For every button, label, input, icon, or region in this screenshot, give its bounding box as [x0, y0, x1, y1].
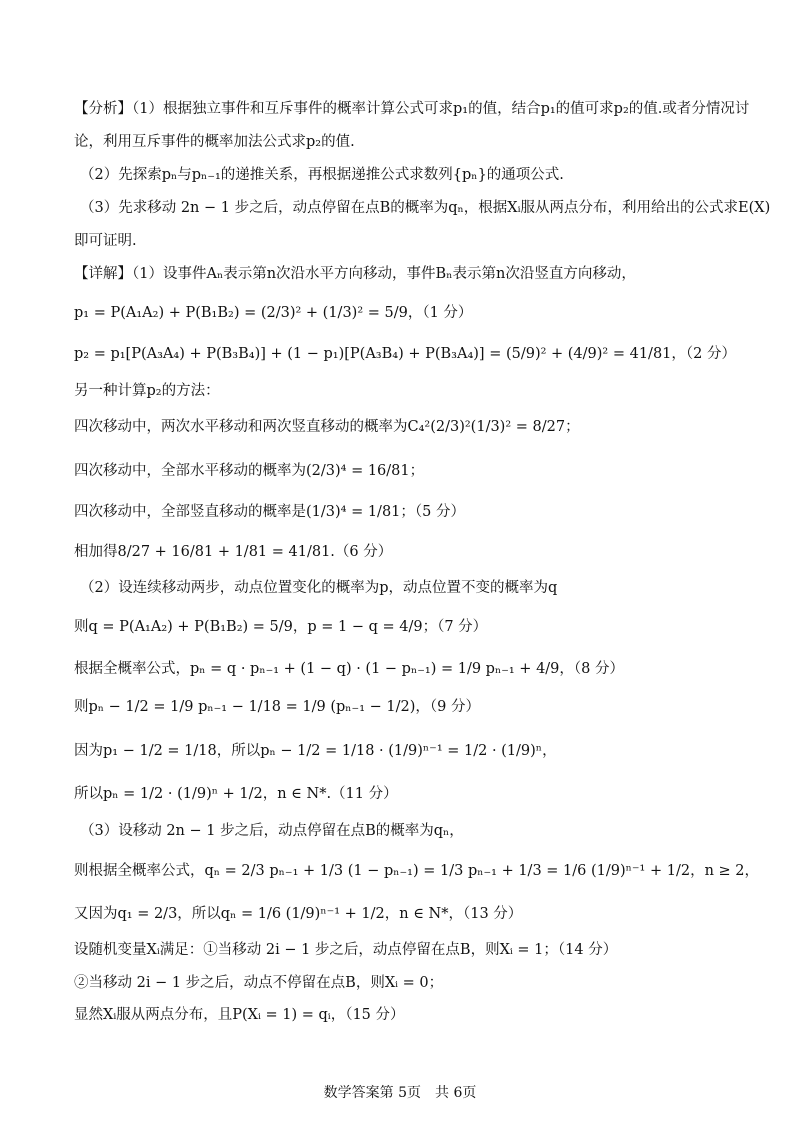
- text-line-21: 则根据全概率公式，qₙ = 2/3 pₙ₋₁ + 1/3 (1 − pₙ₋₁) = 1/3 pₙ₋₁ + 1/3 = 1/6 (1/9)ⁿ⁻¹ + 1/2，n ≥ 2，: [74, 863, 760, 879]
- text-line-11: 四次移动中，全部水平移动的概率为(2/3)⁴ = 16/81；: [74, 463, 425, 479]
- text-line-22: 又因为q₁ = 2/3，所以qₙ = 1/6 (1/9)ⁿ⁻¹ + 1/2，n ∈ N*，（13 分）: [74, 906, 523, 922]
- text-line-15: 则q = P(A₁A₂) + P(B₁B₂) = 5/9，p = 1 − q = 4/9；（7 分）: [74, 619, 488, 635]
- text-line-3: （2）先探索pₙ与pₙ₋₁的递推关系，再根据递推公式求数列{pₙ}的通项公式.: [80, 167, 564, 183]
- text-line-18: 因为p₁ − 1/2 = 1/18，所以pₙ − 1/2 = 1/18 · (1/9)ⁿ⁻¹ = 1/2 · (1/9)ⁿ，: [74, 743, 557, 759]
- text-line-9: 另一种计算p₂的方法：: [74, 383, 220, 399]
- text-line-25: 显然Xᵢ服从两点分布，且P(Xᵢ = 1) = qᵢ，（15 分）: [74, 1007, 405, 1023]
- text-line-5: 即可证明.: [74, 233, 137, 249]
- text-line-13: 相加得8/27 + 16/81 + 1/81 = 41/81.（6 分）: [74, 544, 393, 560]
- text-line-10: 四次移动中，两次水平移动和两次竖直移动的概率为C₄²(2/3)²(1/3)² = 8/27；: [74, 419, 580, 435]
- formula-p2: p₂ = p₁[P(A₃A₄) + P(B₃B₄)] + (1 − p₁)[P(A₃B₄) + P(B₃A₄)] = (5/9)² + (4/9)² = 41/81，（2 分）: [74, 346, 736, 362]
- text-line-6: 【详解】（1）设事件Aₙ表示第n次沿水平方向移动，事件Bₙ表示第n次沿竖直方向移动，: [74, 266, 636, 282]
- text-line-19: 所以pₙ = 1/2 · (1/9)ⁿ + 1/2，n ∈ N*.（11 分）: [74, 786, 398, 802]
- text-line-20: （3）设移动 2n − 1 步之后，动点停留在点B的概率为qₙ，: [80, 823, 464, 839]
- text-line-4: （3）先求移动 2n − 1 步之后，动点停留在点B的概率为qₙ，根据Xᵢ服从两点分布，利用给出的公式求E(X): [80, 200, 771, 216]
- text-line-23: 设随机变量Xᵢ满足：①当移动 2i − 1 步之后，动点停留在点B，则Xᵢ = 1；（14 分）: [74, 942, 618, 958]
- text-line-24: ②当移动 2i − 1 步之后，动点不停留在点B，则Xᵢ = 0；: [74, 975, 444, 991]
- text-line-14: （2）设连续移动两步，动点位置变化的概率为p，动点位置不变的概率为q: [80, 580, 558, 596]
- text-line-12: 四次移动中，全部竖直移动的概率是(1/3)⁴ = 1/81；（5 分）: [74, 504, 465, 520]
- text-line-2: 论，利用互斥事件的概率加法公式求p₂的值.: [74, 134, 355, 150]
- formula-p1: p₁ = P(A₁A₂) + P(B₁B₂) = (2/3)² + (1/3)² = 5/9，（1 分）: [74, 305, 473, 321]
- text-line-17: 则pₙ − 1/2 = 1/9 pₙ₋₁ − 1/18 = 1/9 (pₙ₋₁ − 1/2)，（9 分）: [74, 699, 480, 715]
- text-line-16: 根据全概率公式，pₙ = q · pₙ₋₁ + (1 − q) · (1 − pₙ₋₁) = 1/9 pₙ₋₁ + 4/9，（8 分）: [74, 661, 624, 677]
- text-line-1: 【分析】（1）根据独立事件和互斥事件的概率计算公式可求p₁的值，结合p₁的值可求p₂的值.或者分情况讨: [74, 101, 750, 117]
- page-footer: 数学答案第 5页 共 6页: [323, 1085, 477, 1101]
